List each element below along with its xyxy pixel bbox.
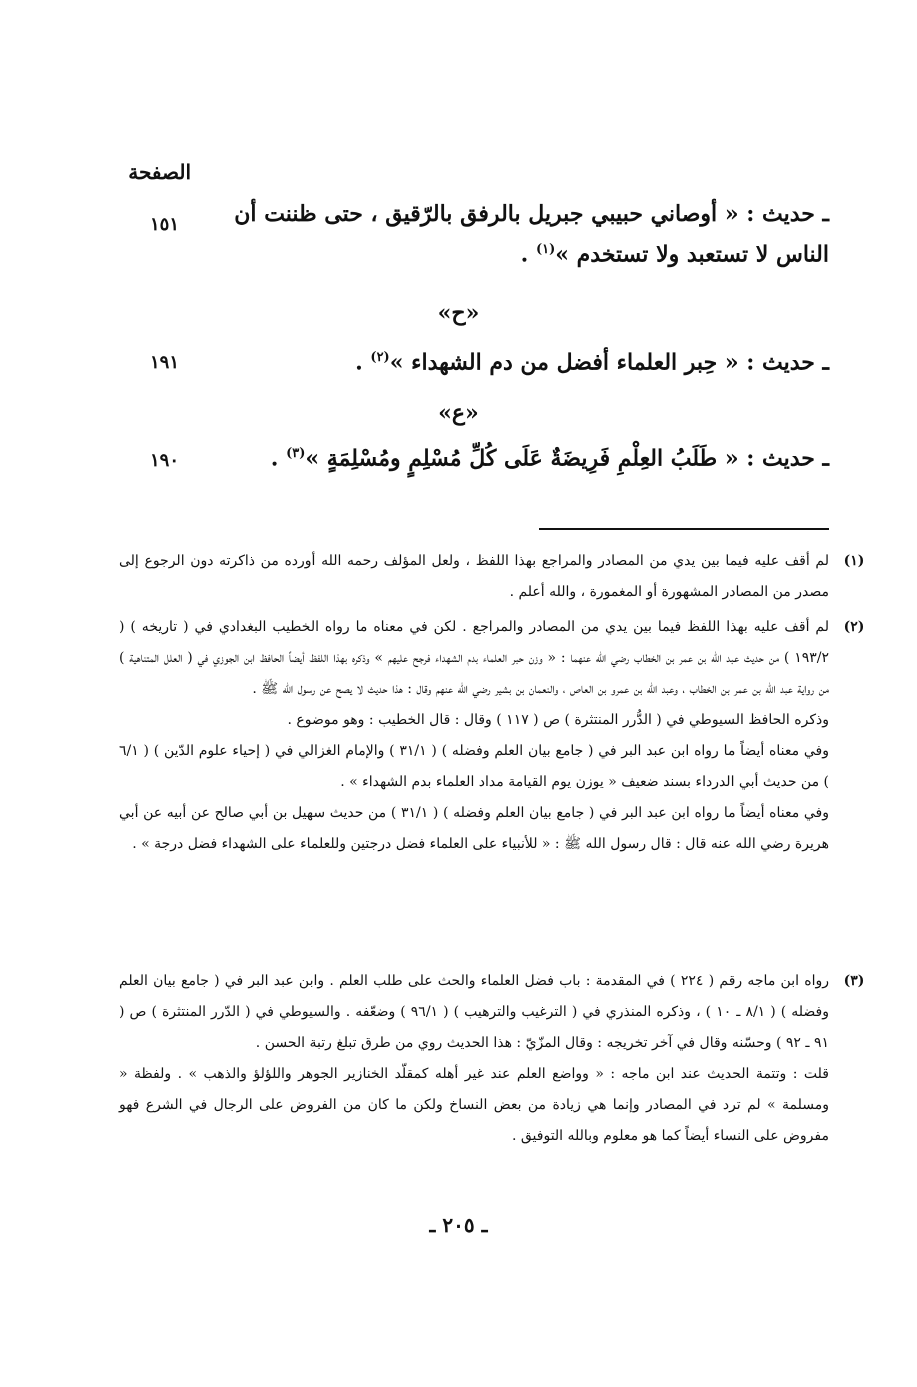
footnote-paragraph: لم أقف عليه بهذا اللفظ فيما بين يدي من المصادر والمراجع . لكن في معناه ما رواه الخطيب البغدادي في ( تاريخه ) ( ١٩٣/٢ ) من حديث عبد الله بن عمر بن الخطاب رضي الله عنهما : « وزن حبر العلماء بدم الشهداء فرجح عليهم » وذكره بهذا اللفظ أيضاً الحافظ ابن الجوزي في ( العلل المتناهية ) من رواية عبد الله بن عمر بن الخطاب ، وعبد الله بن عمرو بن العاص ، والنعمان بن بشير رضي الله عنهم وقال : هذا حديث لا يصح عن رسول الله ﷺ .: [119, 619, 829, 697]
footnote-ref: (٢): [370, 350, 390, 365]
footnote-ref: (٣): [286, 446, 306, 461]
entry-page-number: ١٩١: [150, 352, 180, 373]
footnote-number: (١): [843, 553, 865, 569]
entry-page-number: ١٩٠: [150, 450, 180, 471]
footnote-paragraph: وذكره الحافظ السيوطي في ( الدُّرر المنتثرة ) ص ( ١١٧ ) وقال : قال الخطيب : وهو موضوع .: [287, 712, 829, 728]
entry-page-number: ١٥١: [150, 214, 180, 235]
index-entry: [229, 196, 829, 272]
footnote: [119, 546, 865, 608]
letter-heading: «ح»: [437, 300, 480, 326]
entry-text: ـ حديث : « أوصاني حبيبي جبريل بالرفق بالرّقيق ، حتى ظننت أن الناس لا تستعبد ولا تستخدم »: [234, 201, 829, 268]
footnote-paragraph: وفي معناه أيضاً ما رواه ابن عبد البر في ( جامع بيان العلم وفضله ) ( ٣١/١ ) من حديث سهيل بن أبي صالح عن أبيه عن أبي هريرة رضي الله عنه قال : قال رسول الله ﷺ : « للأنبياء على العلماء فضل درجتين وللعلماء على الشهداء فضل درجة » .: [119, 805, 829, 852]
footnote: [119, 966, 865, 1152]
page-number: ـ ٢٠٥ ـ: [429, 1213, 488, 1237]
footnote-number: (٢): [843, 619, 865, 635]
page-column-label: الصفحة: [128, 160, 191, 184]
footnote-paragraph: رواه ابن ماجه رقم ( ٢٢٤ ) في المقدمة : باب فضل العلماء والحث على طلب العلم . وابن عبد البر في ( جامع بيان العلم وفضله ) ( ٨/١ ـ ١٠ ) ، وذكره المنذري في ( الترغيب والترهيب ) ( ٩٦/١ ) وضعّفه . والسيوطي في ( الدّرر المنتثرة ) ص ( ٩١ ـ ٩٢ ) وحسّنه وقال في آخر تخريجه : وقال المزّيّ : هذا الحديث روي من طرق تبلغ رتبة الحسن .: [119, 973, 830, 1051]
footnote-ref: (١): [535, 242, 556, 257]
footnote-paragraph: لم أقف عليه فيما بين يدي من المصادر والمراجع بهذا اللفظ ، ولعل المؤلف رحمه الله أورده من ذاكرته دون الرجوع إلى مصدر من المصادر المشهورة أو المغمورة ، والله أعلم .: [119, 553, 829, 600]
footnote-number: (٣): [843, 973, 865, 989]
footnote-separator: [539, 528, 829, 530]
footnote: [119, 612, 865, 860]
index-entry: [229, 340, 829, 380]
index-entry: [229, 436, 829, 476]
letter-heading: «ع»: [438, 400, 479, 426]
entry-tail: .: [270, 445, 287, 472]
footnote-paragraph: قلت : وتتمة الحديث عند ابن ماجه : « وواضع العلم عند غير أهله كمقلّد الخنازير الجوهر واللؤلؤ والذهب » . ولفظة « ومسلمة » لم ترد في المصادر وإنما هي زيادة من بعض النساخ ولكن ما كان من الفروض على الرجال في الشرع فهو مفروض على النساء أيضاً كما هو معلوم وبالله التوفيق .: [119, 1066, 829, 1144]
entry-text: ـ حديث : « حِبر العلماء أفضل من دم الشهداء »: [389, 349, 829, 376]
footnote-paragraph: وفي معناه أيضاً ما رواه ابن عبد البر في ( جامع بيان العلم وفضله ) ( ٣١/١ ) والإمام الغزالي في ( إحياء علوم الدّين ) ( ٦/١ ) من حديث أبي الدرداء بسند ضعيف « يوزن يوم القيامة مداد العلماء بدم الشهداء » .: [119, 743, 829, 790]
entry-tail: .: [355, 349, 371, 376]
entry-text: ـ حديث : « طَلَبُ العِلْمِ فَرِيضَةٌ عَلَى كُلِّ مُسْلِمٍ ومُسْلِمَةٍ »: [305, 445, 829, 472]
entry-tail: .: [520, 241, 536, 268]
